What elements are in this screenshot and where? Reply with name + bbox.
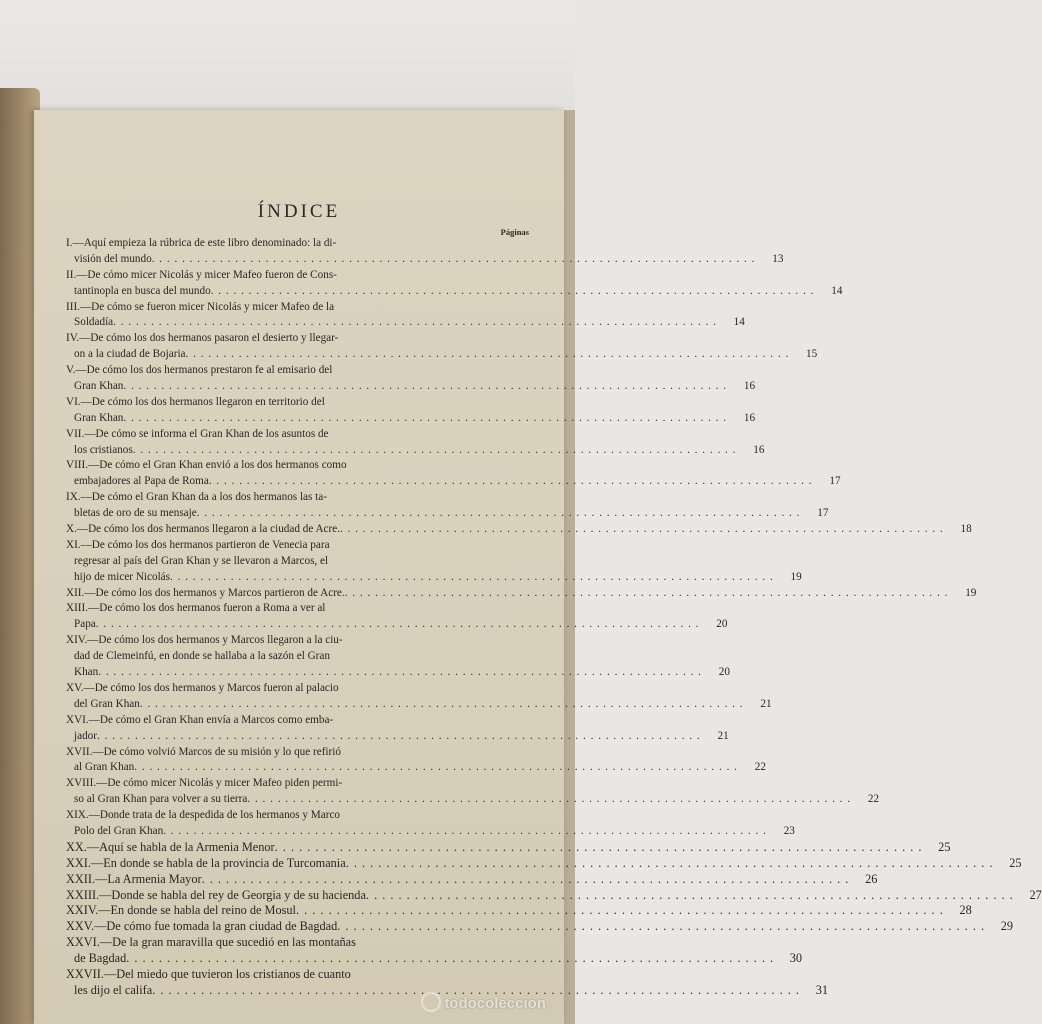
toc-page-number: 20 <box>718 666 730 679</box>
toc-entry-text: XXIV.—En donde se habla del reino de Mosul <box>66 903 296 918</box>
dot-leader: . . . . . . . . . . . . . . . . . . . . . . . . . . . . . . . . . . . . . . . . . . . . . . . . . . . . . . . . . . . . . . . . . . . . . . . . . . . . . . . . <box>152 982 801 997</box>
toc-entry-text: V.—De cómo los dos hermanos prestaron fe al emisario del <box>66 364 333 377</box>
toc-page-number: 16 <box>753 443 765 456</box>
dot-leader: . . . . . . . . . . . . . . . . . . . . . . . . . . . . . . . . . . . . . . . . . . . . . . . . . . . . . . . . . . . . . . . . . . . . . . . . . . . . . . . . <box>210 284 815 297</box>
toc-line <box>66 617 728 633</box>
toc-entry-text: XVII.—De cómo volvió Marcos de su misión y lo que refirió <box>66 745 341 758</box>
toc-line <box>66 760 766 776</box>
toc-line <box>66 665 730 681</box>
toc-page-number: 22 <box>867 793 880 806</box>
toc-line <box>66 458 531 474</box>
dot-leader: . . . . . . . . . . . . . . . . . . . . . . . . . . . . . . . . . . . . . . . . . . . . . . . . . . . . . . . . . . . . . . . . . . . . . . . . . . . . . . . . <box>185 348 790 361</box>
toc-page-number: 16 <box>743 411 756 424</box>
toc-entry-text: hijo de micer Nicolás <box>74 570 170 583</box>
toc-entry-text: XXI.—En donde se habla de la provincia de Turcomania <box>66 855 346 870</box>
watermark <box>421 992 546 1012</box>
toc-line <box>66 649 531 665</box>
toc-entry-text: dad de Clemeinfú, en donde se hallaba a la sazón el Gran <box>74 650 330 663</box>
dot-leader: . . . . . . . . . . . . . . . . . . . . . . . . . . . . . . . . . . . . . . . . . . . . . . . . . . . . . . . . . . . . . . . . . . . . . . . . . . . . . . . . <box>201 871 850 886</box>
toc-line <box>66 745 531 761</box>
toc-line <box>66 681 531 697</box>
toc-page-number: 22 <box>754 761 766 774</box>
toc-page-number: 15 <box>806 348 818 361</box>
toc-page-number: 21 <box>760 697 772 710</box>
toc-entry-text: I.—Aquí empieza la rúbrica de este libro denominado: la di- <box>66 237 337 249</box>
toc-entry-text: visión del mundo <box>74 252 152 265</box>
toc-entry-text: regresar al país del Gran Khan y se llevaron a Marcos, el <box>74 554 329 567</box>
toc-line <box>66 411 756 427</box>
toc-line <box>66 839 951 856</box>
dot-leader: . . . . . . . . . . . . . . . . . . . . . . . . . . . . . . . . . . . . . . . . . . . . . . . . . . . . . . . . . . . . . . . . . . . . . . . . . . . . . . . . <box>345 855 994 870</box>
dot-leader: . . . . . . . . . . . . . . . . . . . . . . . . . . . . . . . . . . . . . . . . . . . . . . . . . . . . . . . . . . . . . . . . . . . . . . . . . . . . . . . . <box>97 729 701 742</box>
toc-page-number: 27 <box>1029 887 1042 902</box>
book-page <box>34 110 1042 1024</box>
toc-line <box>66 284 843 300</box>
dot-leader: . . . . . . . . . . . . . . . . . . . . . . . . . . . . . . . . . . . . . . . . . . . . . . . . . . . . . . . . . . . . . . . . . . . . . . . . . . . . . . . . <box>113 316 717 329</box>
dot-leader: . . . . . . . . . . . . . . . . . . . . . . . . . . . . . . . . . . . . . . . . . . . . . . . . . . . . . . . . . . . . . . . . . . . . . . . . . . . . . . . . <box>123 380 728 393</box>
toc-page-number: 25 <box>1009 855 1022 870</box>
toc-entry-text: tantinopla en busca del mundo <box>74 284 211 297</box>
toc-line <box>66 824 795 840</box>
toc-line <box>66 903 972 919</box>
toc-page-number: 19 <box>790 570 802 583</box>
dot-leader: . . . . . . . . . . . . . . . . . . . . . . . . . . . . . . . . . . . . . . . . . . . . . . . . . . . . . . . . . . . . . . . . . . . . . . . . . . . . . . . . <box>134 761 738 774</box>
toc-entry-text: XII.—De cómo los dos hermanos y Marcos partieron de Acre. <box>66 586 345 599</box>
toc-page-number: 31 <box>815 982 829 997</box>
toc-entry-text: XIX.—Donde trata de la despedida de los hermanos y Marco <box>66 809 341 822</box>
background-top <box>0 0 575 120</box>
toc-page-number: 21 <box>717 729 729 742</box>
toc-page-number: 23 <box>783 824 795 837</box>
toc-entry-text: Papa <box>74 618 96 631</box>
toc-line <box>66 490 531 506</box>
toc-page-number: 26 <box>865 871 878 886</box>
toc-entry-text: Gran Khan <box>74 380 124 393</box>
toc-page-number: 13 <box>772 252 784 265</box>
toc-entry-text: XXII.—La Armenia Mayor <box>66 871 202 886</box>
pages-column-label: Páginas <box>500 227 529 237</box>
dot-leader: . . . . . . . . . . . . . . . . . . . . . . . . . . . . . . . . . . . . . . . . . . . . . . . . . . . . . . . . . . . . . . . . . . . . . . . . . . . . . . . . <box>123 411 728 424</box>
toc-page-number: 14 <box>831 284 843 297</box>
toc-entry-text: Khan <box>74 666 99 679</box>
toc-page-number: 25 <box>938 839 951 854</box>
toc-entry-text: XVIII.—De cómo micer Nicolás y micer Mafeo piden permi- <box>66 777 343 790</box>
watermark-logo-icon <box>421 992 441 1012</box>
watermark-text: todocoleccion <box>444 995 546 1012</box>
toc-line <box>66 443 765 459</box>
toc-entry-text: VII.—De cómo se informa el Gran Khan de los asuntos de <box>66 427 329 440</box>
toc-entry-text: XVI.—De cómo el Gran Khan envía a Marcos como emba- <box>66 713 334 726</box>
toc-entry-text: on a la ciudad de Bojaria <box>74 348 186 361</box>
toc-entry-text: los cristianos <box>74 443 133 456</box>
toc-page-number: 18 <box>960 523 972 536</box>
toc-page-number: 28 <box>959 903 972 918</box>
toc-entry-text: X.—De cómo los dos hermanos llegaron a la ciudad de Acre. <box>66 523 341 536</box>
dot-leader: . . . . . . . . . . . . . . . . . . . . . . . . . . . . . . . . . . . . . . . . . . . . . . . . . . . . . . . . . . . . . . . . . . . . . . . . . . . . . . . . <box>247 793 852 806</box>
dot-leader: . . . . . . . . . . . . . . . . . . . . . . . . . . . . . . . . . . . . . . . . . . . . . . . . . . . . . . . . . . . . . . . . . . . . . . . . . . . . . . . . <box>170 570 774 583</box>
toc-line <box>66 554 531 570</box>
toc-line <box>66 919 1014 935</box>
toc-entry-text: jador <box>74 729 97 742</box>
toc-page-number: 20 <box>716 618 728 631</box>
toc-entry-text: de Bagdad <box>74 951 127 966</box>
dot-leader: . . . . . . . . . . . . . . . . . . . . . . . . . . . . . . . . . . . . . . . . . . . . . . . . . . . . . . . . . . . . . . . . . . . . . . . . . . . . . . . . <box>132 443 737 456</box>
toc-line <box>66 522 972 538</box>
dot-leader: . . . . . . . . . . . . . . . . . . . . . . . . . . . . . . . . . . . . . . . . . . . . . . . . . . . . . . . . . . . . . . . . . . . . . . . . . . . . . . . . <box>337 919 986 934</box>
dot-leader: . . . . . . . . . . . . . . . . . . . . . . . . . . . . . . . . . . . . . . . . . . . . . . . . . . . . . . . . . . . . . . . . . . . . . . . . . . . . . . . . <box>340 523 944 536</box>
toc-line <box>66 713 531 729</box>
toc-entry-text: Gran Khan <box>74 411 124 424</box>
dot-leader: . . . . . . . . . . . . . . . . . . . . . . . . . . . . . . . . . . . . . . . . . . . . . . . . . . . . . . . . . . . . . . . . . . . . . . . . . . . . . . . . <box>295 903 944 918</box>
dot-leader: . . . . . . . . . . . . . . . . . . . . . . . . . . . . . . . . . . . . . . . . . . . . . . . . . . . . . . . . . . . . . . . . . . . . . . . . . . . . . . . . <box>196 507 801 520</box>
toc-line <box>66 252 784 268</box>
toc-entry-text: XXVI.—De la gran maravilla que sucedió en las montañas <box>66 935 356 950</box>
toc-line <box>66 363 531 379</box>
toc-line <box>66 729 729 745</box>
dot-leader: . . . . . . . . . . . . . . . . . . . . . . . . . . . . . . . . . . . . . . . . . . . . . . . . . . . . . . . . . . . . . . . . . . . . . . . . . . . . . . . . <box>126 951 775 966</box>
toc-entry-text: Polo del Gran Khan <box>74 824 164 837</box>
dot-leader: . . . . . . . . . . . . . . . . . . . . . . . . . . . . . . . . . . . . . . . . . . . . . . . . . . . . . . . . . . . . . . . . . . . . . . . . . . . . . . . . <box>274 839 923 854</box>
dot-leader: . . . . . . . . . . . . . . . . . . . . . . . . . . . . . . . . . . . . . . . . . . . . . . . . . . . . . . . . . . . . . . . . . . . . . . . . . . . . . . . . <box>365 887 1014 902</box>
toc-line <box>66 697 772 713</box>
toc-line <box>66 855 1022 872</box>
dot-leader: . . . . . . . . . . . . . . . . . . . . . . . . . . . . . . . . . . . . . . . . . . . . . . . . . . . . . . . . . . . . . . . . . . . . . . . . . . . . . . . . <box>151 252 756 265</box>
toc-line <box>66 538 531 554</box>
toc-entry-text: so al Gran Khan para volver a su tierra <box>74 793 248 806</box>
toc-line <box>66 871 878 888</box>
table-of-contents <box>66 236 1042 999</box>
toc-entry-text: XV.—De cómo los dos hermanos y Marcos fueron al palacio <box>66 681 339 694</box>
toc-page-number: 29 <box>1000 919 1014 934</box>
dot-leader: . . . . . . . . . . . . . . . . . . . . . . . . . . . . . . . . . . . . . . . . . . . . . . . . . . . . . . . . . . . . . . . . . . . . . . . . . . . . . . . . <box>163 824 767 837</box>
toc-entry-text: XXV.—De cómo fue tomada la gran ciudad de Bagdad <box>66 919 338 934</box>
toc-line <box>66 601 531 617</box>
toc-entry-text: II.—De cómo micer Nicolás y micer Mafeo fueron de Cons- <box>66 268 337 281</box>
toc-line <box>66 633 531 649</box>
toc-line <box>66 395 531 411</box>
toc-page-number: 17 <box>829 475 841 488</box>
toc-line <box>66 347 818 363</box>
toc-entry-text: III.—De cómo se fueron micer Nicolás y micer Mafeo de la <box>66 300 335 313</box>
toc-line <box>66 331 531 347</box>
toc-entry-text: XXVII.—Del miedo que tuvieron los cristianos de cuanto <box>66 966 351 981</box>
toc-line <box>66 935 531 951</box>
toc-line <box>66 379 756 395</box>
toc-line <box>66 300 531 316</box>
toc-line <box>66 570 802 586</box>
toc-entry-text: XXIII.—Donde se habla del rey de Georgia y de su hacienda <box>66 887 366 902</box>
toc-entry-text: IX.—De cómo el Gran Khan da a los dos hermanos las ta- <box>66 491 327 504</box>
page-title: ÍNDICE <box>257 201 341 222</box>
toc-line <box>66 951 803 967</box>
dot-leader: . . . . . . . . . . . . . . . . . . . . . . . . . . . . . . . . . . . . . . . . . . . . . . . . . . . . . . . . . . . . . . . . . . . . . . . . . . . . . . . . <box>344 586 949 599</box>
toc-entry-text: IV.—De cómo los dos hermanos pasaron el desierto y llegar- <box>66 332 339 345</box>
toc-line <box>66 427 531 443</box>
dot-leader: . . . . . . . . . . . . . . . . . . . . . . . . . . . . . . . . . . . . . . . . . . . . . . . . . . . . . . . . . . . . . . . . . . . . . . . . . . . . . . . . <box>98 666 702 679</box>
toc-line <box>66 792 880 808</box>
toc-entry-text: XI.—De cómo los dos hermanos partieron de Venecia para <box>66 538 330 551</box>
toc-page-number: 17 <box>817 507 829 520</box>
dot-leader: . . . . . . . . . . . . . . . . . . . . . . . . . . . . . . . . . . . . . . . . . . . . . . . . . . . . . . . . . . . . . . . . . . . . . . . . . . . . . . . . <box>139 697 744 710</box>
toc-page-number: 30 <box>789 951 803 966</box>
toc-line <box>66 506 829 522</box>
toc-entry-text: VI.—De cómo los dos hermanos llegaron en territorio del <box>66 395 325 408</box>
toc-entry-text: embajadores al Papa de Roma <box>74 475 209 488</box>
toc-line <box>66 808 531 824</box>
toc-entry-text: del Gran Khan <box>74 697 140 710</box>
toc-entry-text: al Gran Khan <box>74 761 135 774</box>
toc-entry-text: XIII.—De cómo los dos hermanos fueron a Roma a ver al <box>66 602 326 615</box>
toc-line <box>66 887 1042 904</box>
dot-leader: . . . . . . . . . . . . . . . . . . . . . . . . . . . . . . . . . . . . . . . . . . . . . . . . . . . . . . . . . . . . . . . . . . . . . . . . . . . . . . . . <box>208 475 813 488</box>
dot-leader: . . . . . . . . . . . . . . . . . . . . . . . . . . . . . . . . . . . . . . . . . . . . . . . . . . . . . . . . . . . . . . . . . . . . . . . . . . . . . . . . <box>95 618 700 631</box>
toc-line <box>66 474 841 490</box>
toc-entry-text: bletas de oro de su mensaje <box>74 507 197 520</box>
toc-page-number: 14 <box>733 316 745 329</box>
toc-entry-text: les dijo el califa <box>74 982 153 997</box>
toc-page-number: 19 <box>965 586 977 599</box>
toc-line <box>66 236 531 252</box>
toc-line <box>66 967 531 983</box>
toc-line <box>66 315 745 331</box>
toc-line <box>66 268 531 284</box>
toc-entry-text: Soldadía <box>74 316 114 329</box>
toc-entry-text: XIV.—De cómo los dos hermanos y Marcos llegaron a la ciu- <box>66 634 343 647</box>
toc-entry-text: VIII.—De cómo el Gran Khan envió a los dos hermanos como <box>66 459 347 472</box>
toc-line <box>66 586 977 602</box>
toc-line <box>66 776 531 792</box>
toc-page-number: 16 <box>743 380 756 393</box>
toc-entry-text: XX.—Aquí se habla de la Armenia Menor <box>66 839 275 854</box>
